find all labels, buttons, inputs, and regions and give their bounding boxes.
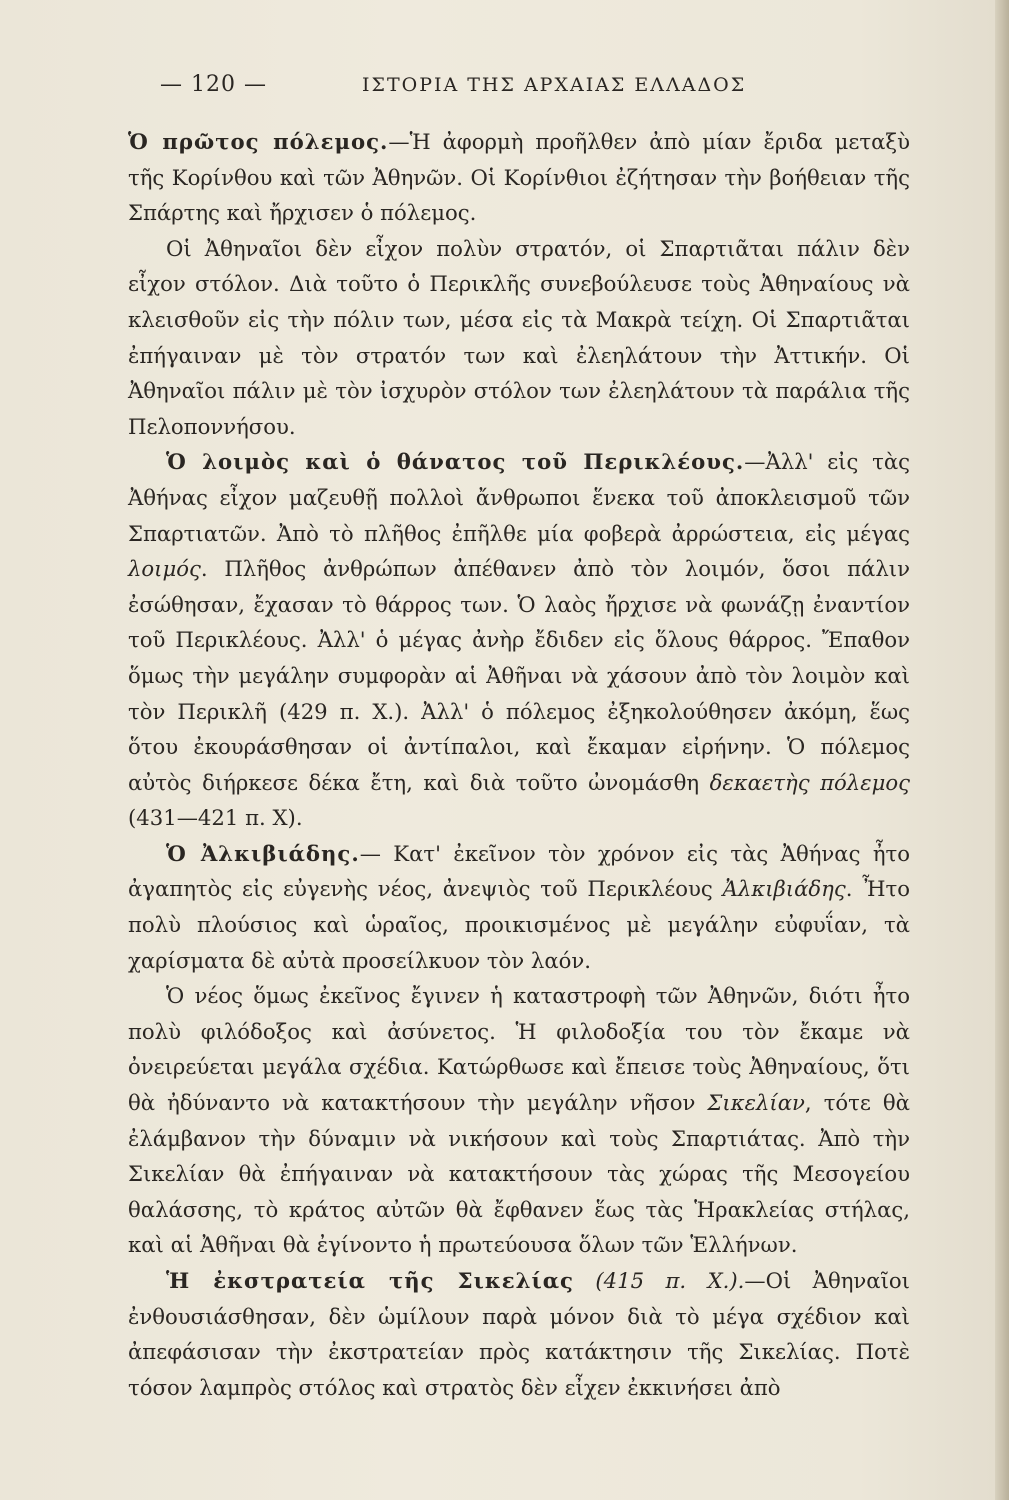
paragraph-text: , τότε θὰ ἐλάμβανον τὴν δύναμιν νὰ νικήσουν καὶ τοὺς Σπαρτιάτας. Ἀπὸ τὴν Σικελίαν θὰ ἐπήγαιναν νὰ κατακτήσουν τὰς χώρας τῆς Μεσογείου θαλάσσης, τὸ κράτος αὐτῶν θὰ ἔφθανεν ἕως τὰς Ἡρακλείας στήλας, καὶ αἱ Ἀθῆναι θὰ ἐγίνοντο ἡ πρωτεύουσα ὅλων τῶν Ἑλλήνων. [128, 1090, 910, 1258]
page-header [160, 72, 820, 108]
section-date: (415 π. Χ.). [595, 1268, 745, 1293]
paragraph-text: — Κατ' ἐκεῖνον τὸν χρόνον εἰς τὰς Ἀθήνας ἦτο ἀγαπητὸς εἰς εὐγενὴς νέος, ἀνεψιὸς τοῦ Περικλέους [128, 840, 911, 902]
page-body [128, 124, 910, 1405]
section-first-war [128, 124, 910, 231]
paragraph-text: —Ἡ ἀφορμὴ προῆλθεν ἀπὸ μίαν ἔριδα μεταξὺ τῆς Κορίνθου καὶ τῶν Ἀθηνῶν. Οἱ Κορίνθιοι ἐζήτησαν τὴν βοήθειαν τῆς Σπάρτης καὶ ἤρχισεν ὁ πόλεμος. [128, 129, 910, 226]
paragraph [128, 978, 910, 1263]
section-plague [128, 444, 910, 836]
section-heading: Ἡ ἐκστρατεία τῆς Σικελίας [166, 1268, 574, 1293]
section-sicily [128, 1263, 910, 1405]
italic-term: λοιμός [128, 556, 201, 582]
section-heading: Ὁ λοιμὸς καὶ ὁ θάνατος τοῦ Περικλέους. [166, 449, 745, 475]
paragraph-text: —Ἀλλ' εἰς τὰς Ἀθήνας εἶχον μαζευθῇ πολλοὶ ἄνθρωποι ἕνεκα τοῦ ἀποκλεισμοῦ τῶν Σπαρτιατῶν. Ἀπὸ τὸ πλῆθος ἐπῆλθε μία φοβερὰ ἀρρώστεια, εἰς μέγας [128, 449, 910, 546]
paragraph-text: . Πλῆθος ἀνθρώπων ἀπέθανεν ἀπὸ τὸν λοιμόν, ὅσοι πάλιν ἐσώθησαν, ἔχασαν τὸ θάρρος των. Ὁ λαὸς ἤρχισε νὰ φωνάζῃ ἐναντίον τοῦ Περικλέους. Ἀλλ' ὁ μέγας ἀνὴρ ἔδιδεν εἰς ὅλους θάρρος. Ἔπαθον ὅμως τὴν μεγάλην συμφορὰν αἱ Ἀθῆναι νὰ χάσουν ἀπὸ τὸν λοιμὸν καὶ τὸν Περικλῆ (429 π. Χ.). Ἀλλ' ὁ πόλεμος ἐξηκολούθησεν ἀκόμη, ἕως ὅτου ἐκουράσθησαν οἱ ἀντίπαλοι, καὶ ἔκαμαν εἰρήνην. Ὁ πόλεμος αὐτὸς διήρκεσε δέκα ἔτη, καὶ διὰ τοῦτο ὠνομάσθη [128, 556, 910, 795]
italic-term: Ἀλκιβιάδης [722, 876, 846, 902]
page-edge [995, 0, 1009, 1500]
paragraph-text: . Ἦτο πολὺ πλούσιος καὶ ὡραῖος, προικισμένος μὲ μεγάλην εὐφυΐαν, τὰ χαρίσματα δὲ αὐτὰ προσείλκυον τὸν λαόν. [128, 876, 910, 973]
italic-term: δεκαετὴς πόλεμος [709, 769, 910, 795]
italic-term: Σικελίαν [707, 1090, 805, 1116]
section-heading: Ὁ πρῶτος πόλεμος. [128, 129, 389, 154]
paragraph-text: —Οἱ Ἀθηναῖοι ἐνθουσιάσθησαν, δὲν ὡμίλουν παρὰ μόνον διὰ τὸ μέγα σχέδιον καὶ ἀπεφάσισαν τὴν ἐκστρατείαν πρὸς κατάκτησιν τῆς Σικελίας. Ποτὲ τόσον λαμπρὸς στόλος καὶ στρατὸς δὲν εἶχεν ἐκκινήσει ἀπὸ [128, 1268, 910, 1400]
running-title: ΙΣΤΟΡΙΑ ΤΗΣ ΑΡΧΑΙΑΣ ΕΛΛΑΔΟΣ [362, 74, 747, 96]
section-heading: Ὁ Ἀλκιβιάδης. [166, 840, 360, 866]
paragraph-text: Ὁ νέος ὅμως ἐκεῖνος ἔγινεν ἡ καταστροφὴ τῶν Ἀθηνῶν, διότι ἦτο πολὺ φιλόδοξος καὶ ἀσύνετος. Ἡ φιλοδοξία του τὸν ἔκαμε νὰ ὀνειρεύεται μεγάλα σχέδια. Κατώρθωσε καὶ ἔπεισε τοὺς Ἀθηναίους, ὅτι θὰ ἠδύναντο νὰ κατακτήσουν τὴν μεγάλην νῆσον [128, 983, 910, 1116]
section-alcibiades [128, 836, 910, 978]
page-number: — 120 — [160, 72, 267, 97]
paragraph: Οἱ Ἀθηναῖοι δὲν εἶχον πολὺν στρατόν, οἱ Σπαρτιᾶται πάλιν δὲν εἶχον στόλον. Διὰ τοῦτο ὁ Περικλῆς συνεβούλευσε τοὺς Ἀθηναίους νὰ κλεισθοῦν εἰς τὴν πόλιν των, μέσα εἰς τὰ Μακρὰ τείχη. Οἱ Σπαρτιᾶται ἐπήγαιναν μὲ τὸν στρατόν των καὶ ἐλεηλάτουν τὴν Ἀττικήν. Οἱ Ἀθηναῖοι πάλιν μὲ τὸν ἰσχυρὸν στόλον των ἐλεηλάτουν τὰ παράλια τῆς Πελοποννήσου. [128, 235, 910, 439]
paragraph-text: (431—421 π. Χ). [128, 805, 303, 831]
